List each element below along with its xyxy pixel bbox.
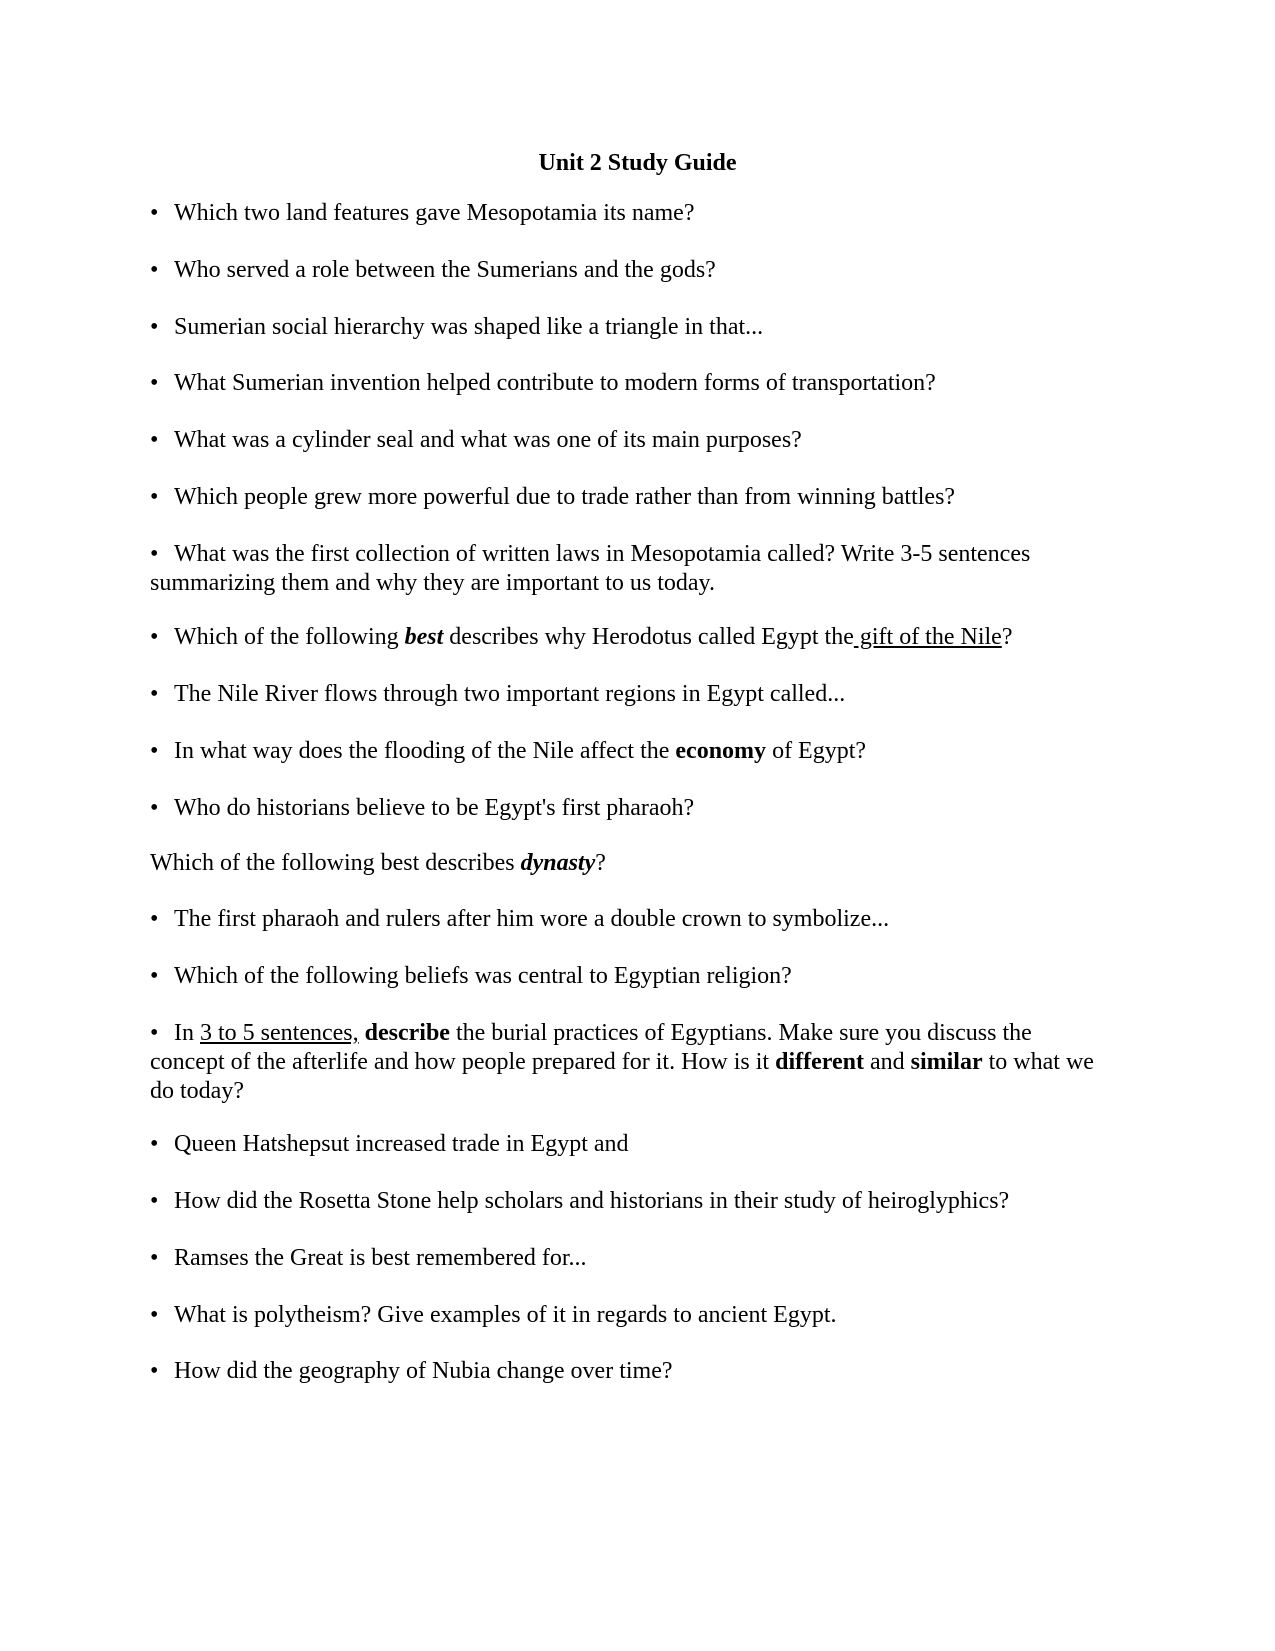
bullet: • (150, 257, 159, 283)
question-text: What was a cylinder seal and what was one of its main purposes? (174, 427, 802, 453)
bullet: • (150, 906, 159, 932)
question-text: Which of the following beliefs was central to Egyptian religion? (174, 963, 792, 989)
question-text: The Nile River flows through two important regions in Egypt called... (174, 681, 846, 707)
question-text: Ramses the Great is best remembered for... (174, 1245, 587, 1271)
bullet: • (150, 541, 159, 567)
question-13 (150, 905, 1110, 934)
question-text-part: of Egypt? (766, 738, 867, 764)
question-6 (150, 483, 1110, 512)
bullet: • (150, 314, 159, 340)
question-text: Who do historians believe to be Egypt's first pharaoh? (174, 795, 695, 821)
bullet: • (150, 1188, 159, 1214)
question-text: Queen Hatshepsut increased trade in Egypt and (174, 1131, 629, 1157)
bullet: • (150, 963, 159, 989)
question-8 (150, 623, 1110, 652)
question-16 (150, 1130, 1110, 1159)
bullet: • (150, 738, 159, 764)
question-text: What is polytheism? Give examples of it in regards to ancient Egypt. (174, 1302, 837, 1328)
question-17 (150, 1187, 1110, 1216)
question-text: Sumerian social hierarchy was shaped like a triangle in that... (174, 314, 764, 340)
emphasis-similar: similar (910, 1049, 983, 1075)
emphasis-economy: economy (675, 738, 767, 764)
emphasis-best: best (404, 624, 444, 650)
question-19 (150, 1301, 1110, 1330)
question-text: Which people grew more powerful due to trade rather than from winning battles? (174, 484, 956, 510)
question-text: How did the geography of Nubia change over time? (174, 1358, 673, 1384)
question-text: What Sumerian invention helped contribute to modern forms of transportation? (174, 370, 936, 396)
bullet: • (150, 624, 159, 650)
bullet: • (150, 200, 159, 226)
bullet: • (150, 1302, 159, 1328)
question-text: How did the Rosetta Stone help scholars and historians in their study of heiroglyphics? (174, 1188, 1010, 1214)
question-1 (150, 199, 1110, 228)
question-2 (150, 256, 1110, 285)
question-20 (150, 1357, 1110, 1386)
question-text-part: ? (1001, 624, 1013, 650)
question-18 (150, 1244, 1110, 1273)
bullet: • (150, 1358, 159, 1384)
question-7 (150, 540, 1110, 598)
emphasis-different: different (775, 1049, 864, 1075)
bullet: • (150, 1131, 159, 1157)
question-14 (150, 962, 1110, 991)
question-text-part: In what way does the flooding of the Nile affect the (174, 738, 676, 764)
bullet: • (150, 370, 159, 396)
bullet: • (150, 484, 159, 510)
question-5 (150, 426, 1110, 455)
question-text-part: Which of the following best describes (150, 850, 521, 876)
bullet: • (150, 1245, 159, 1271)
question-15 (150, 1019, 1110, 1106)
bullet: • (150, 681, 159, 707)
question-text-part: and (863, 1049, 911, 1075)
emphasis-dynasty: dynasty (520, 850, 596, 876)
question-11 (150, 794, 1110, 823)
question-text: Which two land features gave Mesopotamia its name? (174, 200, 695, 226)
question-text: What was the first collection of written laws in Mesopotamia called? Write 3-5 sentences summarizing them and why they are important to us today. (150, 541, 1031, 596)
underlined-phrase: 3 to 5 sentences, (200, 1020, 359, 1046)
question-text-part: to what we do today? (150, 1049, 1094, 1104)
emphasis-describe: describe (364, 1020, 450, 1046)
question-text-part: describes why Herodotus called Egypt the (443, 624, 854, 650)
question-12 (150, 849, 1110, 878)
bullet: • (150, 1020, 159, 1046)
page-title: Unit 2 Study Guide (538, 150, 737, 176)
question-text-part: the burial practices of Egyptians. Make sure you discuss the concept of the afterlife and how people prepared for it. How is it (150, 1020, 1032, 1075)
question-3 (150, 313, 1110, 342)
question-text-part: In (174, 1020, 200, 1046)
bullet: • (150, 795, 159, 821)
bullet: • (150, 427, 159, 453)
question-text: Who served a role between the Sumerians and the gods? (174, 257, 716, 283)
question-10 (150, 737, 1110, 766)
question-text: The first pharaoh and rulers after him wore a double crown to symbolize... (174, 906, 890, 932)
underlined-phrase: gift of the Nile (853, 624, 1002, 650)
question-text-part: ? (595, 850, 606, 876)
question-9 (150, 680, 1110, 709)
question-4 (150, 369, 1110, 398)
question-text-part: Which of the following (174, 624, 405, 650)
